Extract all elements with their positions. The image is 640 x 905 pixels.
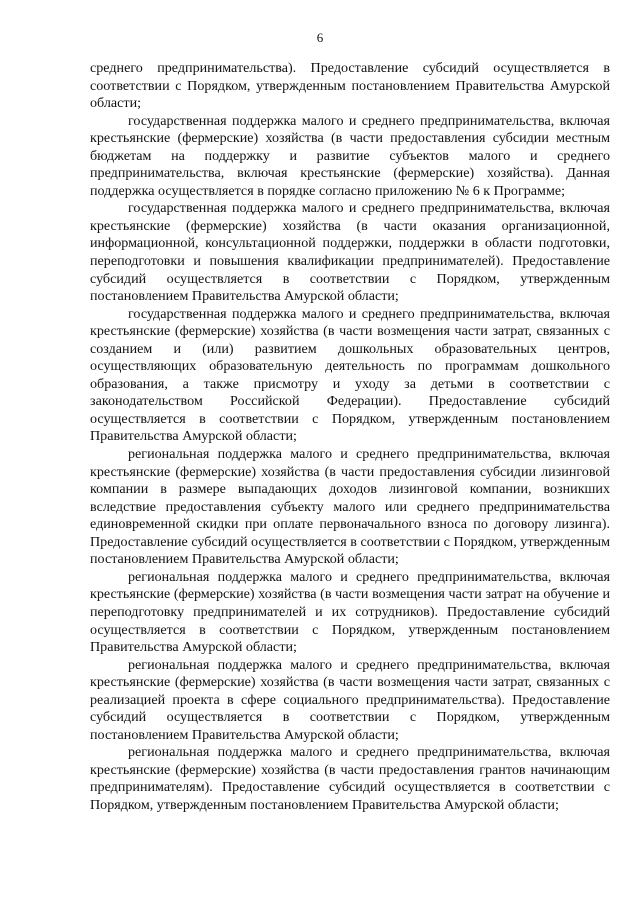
paragraph: региональная поддержка малого и среднего предпринимательства, включая крестьянские (фермерские) хозяйства (в части предоставления грантов начинающим предпринимателям). Предоставление субсидий осуществляется в соответствии с Порядком, утвержденным постановлением Правительства Амурской области; bbox=[90, 744, 610, 813]
paragraph: государственная поддержка малого и среднего предпринимательства, включая крестьянские (фермерские) хозяйства (в части возмещения части затрат, связанных с созданием и (или) развитием дошкольных образовательных центров, осуществляющих образовательную деятельность по программам дошкольного образования, а также присмотру и уходу за детьми в соответствии с законодательством Российской Федерации). Предоставление субсидий осуществляется в соответствии с Порядком, утвержденным постановлением Правительства Амурской области; bbox=[90, 305, 610, 445]
body-text bbox=[90, 60, 610, 815]
paragraph-continued: среднего предпринимательства). Предоставление субсидий осуществляется в соответствии с Порядком, утвержденным постановлением Правительства Амурской области; bbox=[90, 60, 610, 112]
page-number: 6 bbox=[316, 30, 324, 45]
paragraph: государственная поддержка малого и среднего предпринимательства, включая крестьянские (фермерские) хозяйства (в части предоставления субсидии местным бюджетам на поддержку и развитие субъектов малого и среднего предпринимательства, включая крестьянские (фермерские) хозяйства). Данная поддержка осуществляется в порядке согласно приложению № 6 к Программе; bbox=[90, 112, 610, 199]
paragraph: государственная поддержка малого и среднего предпринимательства, включая крестьянские (фермерские) хозяйства (в части оказания организационной, информационной, консультационной поддержки, поддержки в области подготовки, переподготовки и повышения квалификации предпринимателей). Предоставление субсидий осуществляется в соответствии с Порядком, утвержденным постановлением Правительства Амурской области; bbox=[90, 200, 610, 305]
paragraph: региональная поддержка малого и среднего предпринимательства, включая крестьянские (фермерские) хозяйства (в части предоставления субсидии лизинговой компании в размере выпадающих доходов лизинговой компании, возникших вследствие предоставления субъекту малого или среднего предпринимательства единовременной скидки при оплате первоначального взноса по договору лизинга). Предоставление субсидий осуществляется в соответствии с Порядком, утвержденным постановлением Правительства Амурской области; bbox=[90, 446, 610, 568]
paragraph: региональная поддержка малого и среднего предпринимательства, включая крестьянские (фермерские) хозяйства (в части возмещения части затрат на обучение и переподготовку предпринимателей и их сотрудников). Предоставление субсидий осуществляется в соответствии с Порядком, утвержденным постановлением Правительства Амурской области; bbox=[90, 568, 610, 656]
paragraph: региональная поддержка малого и среднего предпринимательства, включая крестьянские (фермерские) хозяйства (в части возмещения части затрат, связанных с реализацией проекта в сфере социального предпринимательства). Предоставление субсидий осуществляется в соответствии с Порядком, утвержденным постановлением Правительства Амурской области; bbox=[90, 656, 610, 743]
